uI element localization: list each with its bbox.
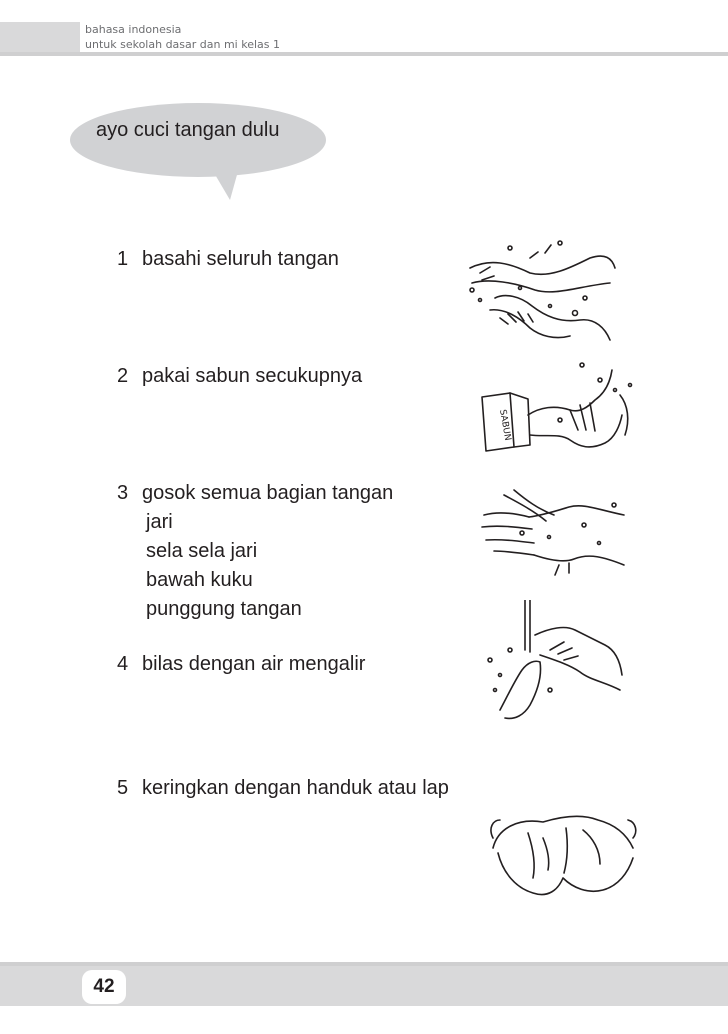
- book-subtitle: untuk sekolah dasar dan mi kelas 1: [85, 38, 281, 51]
- step-text: pakai sabun secukupnya: [142, 365, 363, 387]
- step-3-sub-kuku: bawah kuku: [146, 569, 253, 591]
- step-number: 2: [117, 365, 129, 387]
- wet-hands-illustration: [460, 228, 620, 348]
- step-number: 4: [117, 653, 129, 675]
- step-4: [117, 650, 365, 679]
- step-2: [117, 362, 362, 391]
- rubbing-hands-illustration: [474, 485, 634, 580]
- book-title: bahasa indonesia: [85, 23, 182, 36]
- header-rule: [0, 52, 728, 56]
- bubble-text: ayo cuci tangan dulu: [96, 119, 280, 141]
- soap-label: SABUN: [497, 408, 513, 442]
- step-1: [117, 245, 339, 274]
- step-3: [117, 479, 393, 508]
- running-header: [85, 22, 280, 52]
- step-text: gosok semua bagian tangan: [142, 482, 394, 504]
- soap-hands-illustration: [470, 355, 640, 465]
- step-text: keringkan dengan handuk atau lap: [142, 777, 449, 799]
- step-text: basahi seluruh tangan: [142, 248, 339, 270]
- step-number: 1: [117, 248, 129, 270]
- step-number: 5: [117, 777, 129, 799]
- drying-hands-illustration: [488, 808, 638, 903]
- header-band: [0, 22, 80, 52]
- rinsing-hands-illustration: [480, 600, 630, 730]
- speech-bubble: [70, 96, 340, 206]
- step-3-sub-jari: jari: [146, 511, 173, 533]
- step-text: bilas dengan air mengalir: [142, 653, 366, 675]
- step-3-sub-sela: sela sela jari: [146, 540, 258, 562]
- step-number: 3: [117, 482, 129, 504]
- step-5: [117, 774, 449, 803]
- page-number: 42: [82, 970, 126, 1004]
- step-3-sub-punggung: punggung tangan: [146, 598, 302, 620]
